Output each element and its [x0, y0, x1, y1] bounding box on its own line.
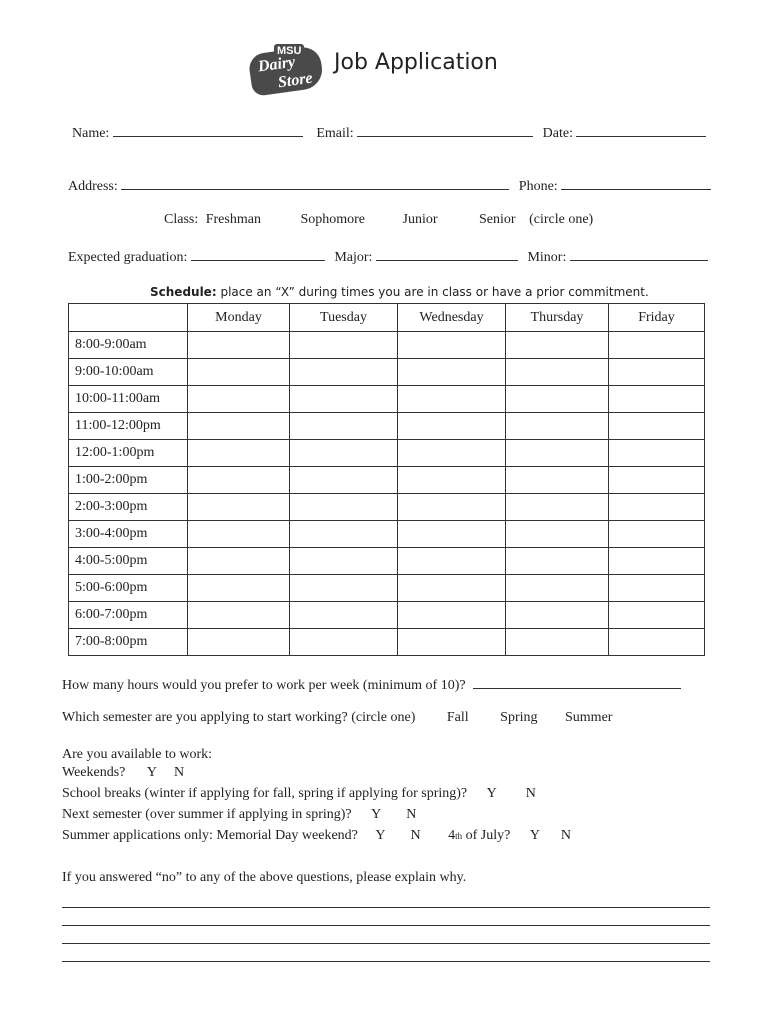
name-label: Name: — [72, 126, 110, 141]
class-label: Class: — [164, 212, 199, 227]
july-question — [448, 828, 510, 843]
major-label: Major: — [334, 250, 373, 265]
class-option-freshman[interactable]: Freshman — [205, 212, 261, 227]
schedule-cell-monday[interactable] — [188, 602, 290, 629]
address-label: Address: — [68, 179, 118, 194]
email-label: Email: — [316, 126, 354, 141]
minor-label: Minor: — [527, 250, 567, 265]
schedule-cell-friday[interactable] — [609, 521, 705, 548]
next-semester-yes[interactable]: Y — [371, 807, 381, 822]
name-field[interactable] — [113, 124, 303, 137]
july-suffix: th — [455, 831, 463, 841]
hours-question: How many hours would you prefer to work per week (minimum of 10)? — [62, 678, 466, 693]
july-number: 4 — [448, 828, 456, 843]
schedule-cell-friday[interactable] — [609, 548, 705, 575]
schedule-cell-tuesday[interactable] — [290, 602, 398, 629]
schedule-cell-thursday[interactable] — [506, 629, 609, 656]
semester-option-fall[interactable]: Fall — [446, 710, 469, 725]
schedule-heading-text: place an “X” during times you are in class or have a prior commitment. — [220, 285, 649, 299]
memorial-yes[interactable]: Y — [375, 828, 385, 843]
school-breaks-row — [62, 786, 536, 802]
time-slot-label: 7:00-8:00pm — [69, 629, 188, 656]
schedule-cell-friday[interactable] — [609, 332, 705, 359]
schedule-cell-wednesday[interactable] — [398, 521, 506, 548]
time-slot-label: 3:00-4:00pm — [69, 521, 188, 548]
schedule-cell-monday[interactable] — [188, 413, 290, 440]
schedule-cell-wednesday[interactable] — [398, 629, 506, 656]
schedule-corner-cell — [69, 304, 188, 332]
schedule-row — [69, 602, 705, 629]
schedule-row — [69, 548, 705, 575]
schedule-cell-tuesday[interactable] — [290, 359, 398, 386]
time-slot-label: 10:00-11:00am — [69, 386, 188, 413]
schedule-heading-bold: Schedule: — [150, 285, 217, 299]
schedule-row — [69, 359, 705, 386]
next-semester-row — [62, 807, 416, 823]
schedule-cell-monday[interactable] — [188, 494, 290, 521]
schedule-cell-tuesday[interactable] — [290, 413, 398, 440]
schedule-cell-tuesday[interactable] — [290, 467, 398, 494]
schedule-cell-thursday[interactable] — [506, 386, 609, 413]
schedule-cell-monday[interactable] — [188, 521, 290, 548]
date-field[interactable] — [576, 124, 706, 137]
schedule-cell-tuesday[interactable] — [290, 440, 398, 467]
schedule-cell-tuesday[interactable] — [290, 386, 398, 413]
schedule-cell-friday[interactable] — [609, 629, 705, 656]
time-slot-label: 6:00-7:00pm — [69, 602, 188, 629]
msu-dairy-store-logo — [250, 44, 326, 96]
day-header-monday: Monday — [188, 304, 290, 332]
memorial-no[interactable]: N — [410, 828, 421, 843]
schedule-cell-friday[interactable] — [609, 359, 705, 386]
explanation-lines — [62, 890, 710, 962]
semester-question-row — [62, 710, 612, 726]
major-field[interactable] — [376, 248, 518, 261]
weekends-yes[interactable]: Y — [146, 765, 157, 780]
class-option-sophomore[interactable]: Sophomore — [300, 212, 366, 227]
explanation-line-4[interactable] — [62, 944, 710, 962]
schedule-cell-thursday[interactable] — [506, 521, 609, 548]
july-text: of July? — [462, 828, 511, 843]
schedule-cell-monday[interactable] — [188, 575, 290, 602]
schedule-cell-wednesday[interactable] — [398, 332, 506, 359]
school-breaks-question: School breaks (winter if applying for fall, spring if applying for spring)? — [62, 786, 468, 801]
graduation-row — [68, 248, 708, 266]
time-slot-label: 4:00-5:00pm — [69, 548, 188, 575]
time-slot-label: 11:00-12:00pm — [69, 413, 188, 440]
name-row — [72, 124, 706, 142]
semester-question: Which semester are you applying to start working? (circle one) — [62, 710, 416, 725]
schedule-cell-friday[interactable] — [609, 602, 705, 629]
schedule-cell-monday[interactable] — [188, 386, 290, 413]
explain-prompt: If you answered “no” to any of the above questions, please explain why. — [62, 870, 467, 885]
address-field[interactable] — [121, 177, 509, 190]
date-label: Date: — [542, 126, 573, 141]
schedule-cell-tuesday[interactable] — [290, 575, 398, 602]
schedule-heading — [150, 285, 649, 299]
schedule-cell-wednesday[interactable] — [398, 359, 506, 386]
phone-field[interactable] — [561, 177, 711, 190]
schedule-row — [69, 629, 705, 656]
graduation-field[interactable] — [191, 248, 325, 261]
schedule-cell-thursday[interactable] — [506, 467, 609, 494]
schedule-cell-wednesday[interactable] — [398, 494, 506, 521]
schedule-cell-thursday[interactable] — [506, 359, 609, 386]
schedule-cell-friday[interactable] — [609, 575, 705, 602]
logo-msu-text: MSU — [274, 44, 304, 58]
schedule-cell-monday[interactable] — [188, 359, 290, 386]
schedule-cell-wednesday[interactable] — [398, 575, 506, 602]
schedule-cell-wednesday[interactable] — [398, 440, 506, 467]
schedule-cell-friday[interactable] — [609, 467, 705, 494]
schedule-cell-tuesday[interactable] — [290, 494, 398, 521]
schedule-cell-wednesday[interactable] — [398, 467, 506, 494]
class-row — [164, 212, 593, 228]
schedule-cell-thursday[interactable] — [506, 332, 609, 359]
schedule-row — [69, 494, 705, 521]
graduation-label: Expected graduation: — [68, 250, 188, 265]
time-slot-label: 5:00-6:00pm — [69, 575, 188, 602]
hours-field[interactable] — [473, 676, 681, 689]
day-header-friday: Friday — [609, 304, 705, 332]
class-option-junior[interactable]: Junior — [402, 212, 438, 227]
schedule-cell-tuesday[interactable] — [290, 521, 398, 548]
semester-option-spring[interactable]: Spring — [500, 710, 538, 725]
schedule-header-row — [69, 304, 705, 332]
explanation-line-2[interactable] — [62, 908, 710, 926]
schedule-cell-friday[interactable] — [609, 440, 705, 467]
schedule-cell-thursday[interactable] — [506, 548, 609, 575]
schedule-row — [69, 521, 705, 548]
july-yes[interactable]: Y — [529, 828, 540, 843]
day-header-wednesday: Wednesday — [398, 304, 506, 332]
schedule-cell-friday[interactable] — [609, 413, 705, 440]
time-slot-label: 2:00-3:00pm — [69, 494, 188, 521]
schedule-cell-friday[interactable] — [609, 386, 705, 413]
explanation-line-1[interactable] — [62, 890, 710, 908]
time-slot-label: 1:00-2:00pm — [69, 467, 188, 494]
schedule-cell-thursday[interactable] — [506, 575, 609, 602]
logo-store-text: Store — [276, 69, 314, 92]
day-header-thursday: Thursday — [506, 304, 609, 332]
time-slot-label: 9:00-10:00am — [69, 359, 188, 386]
day-header-tuesday: Tuesday — [290, 304, 398, 332]
logo-dairy-text: Dairy — [256, 53, 297, 76]
summer-question: Summer applications only: Memorial Day weekend? — [62, 828, 358, 843]
time-slot-label: 8:00-9:00am — [69, 332, 188, 359]
time-slot-label: 12:00-1:00pm — [69, 440, 188, 467]
phone-label: Phone: — [518, 179, 558, 194]
explanation-line-3[interactable] — [62, 926, 710, 944]
schedule-cell-wednesday[interactable] — [398, 548, 506, 575]
semester-option-summer[interactable]: Summer — [565, 710, 613, 725]
schedule-cell-tuesday[interactable] — [290, 629, 398, 656]
class-option-senior[interactable]: Senior — [479, 212, 516, 227]
july-no[interactable]: N — [560, 828, 572, 843]
schedule-cell-thursday[interactable] — [506, 440, 609, 467]
availability-intro: Are you available to work: — [62, 747, 213, 762]
schedule-table — [68, 303, 705, 656]
schedule-cell-wednesday[interactable] — [398, 386, 506, 413]
weekends-question: Weekends? — [62, 765, 126, 780]
schedule-row — [69, 332, 705, 359]
minor-field[interactable] — [570, 248, 708, 261]
schedule-cell-wednesday[interactable] — [398, 602, 506, 629]
school-breaks-yes[interactable]: Y — [486, 786, 497, 801]
schedule-cell-thursday[interactable] — [506, 413, 609, 440]
next-semester-no[interactable]: N — [406, 807, 417, 822]
schedule-row — [69, 413, 705, 440]
hours-question-row — [62, 676, 681, 694]
school-breaks-no[interactable]: N — [525, 786, 536, 801]
schedule-cell-monday[interactable] — [188, 629, 290, 656]
schedule-cell-tuesday[interactable] — [290, 332, 398, 359]
address-row — [68, 177, 711, 195]
summer-row — [62, 828, 571, 844]
schedule-row — [69, 467, 705, 494]
schedule-cell-friday[interactable] — [609, 494, 705, 521]
weekends-no[interactable]: N — [174, 765, 185, 780]
next-semester-question: Next semester (over summer if applying in spring)? — [62, 807, 352, 822]
schedule-cell-monday[interactable] — [188, 548, 290, 575]
schedule-row — [69, 386, 705, 413]
schedule-row — [69, 575, 705, 602]
schedule-cell-monday[interactable] — [188, 332, 290, 359]
schedule-cell-wednesday[interactable] — [398, 413, 506, 440]
schedule-cell-thursday[interactable] — [506, 602, 609, 629]
weekends-row — [62, 765, 184, 781]
schedule-cell-thursday[interactable] — [506, 494, 609, 521]
class-note: (circle one) — [529, 212, 594, 227]
schedule-row — [69, 440, 705, 467]
schedule-cell-tuesday[interactable] — [290, 548, 398, 575]
email-field[interactable] — [357, 124, 533, 137]
page-title: Job Application — [334, 50, 498, 75]
schedule-cell-monday[interactable] — [188, 467, 290, 494]
schedule-cell-monday[interactable] — [188, 440, 290, 467]
